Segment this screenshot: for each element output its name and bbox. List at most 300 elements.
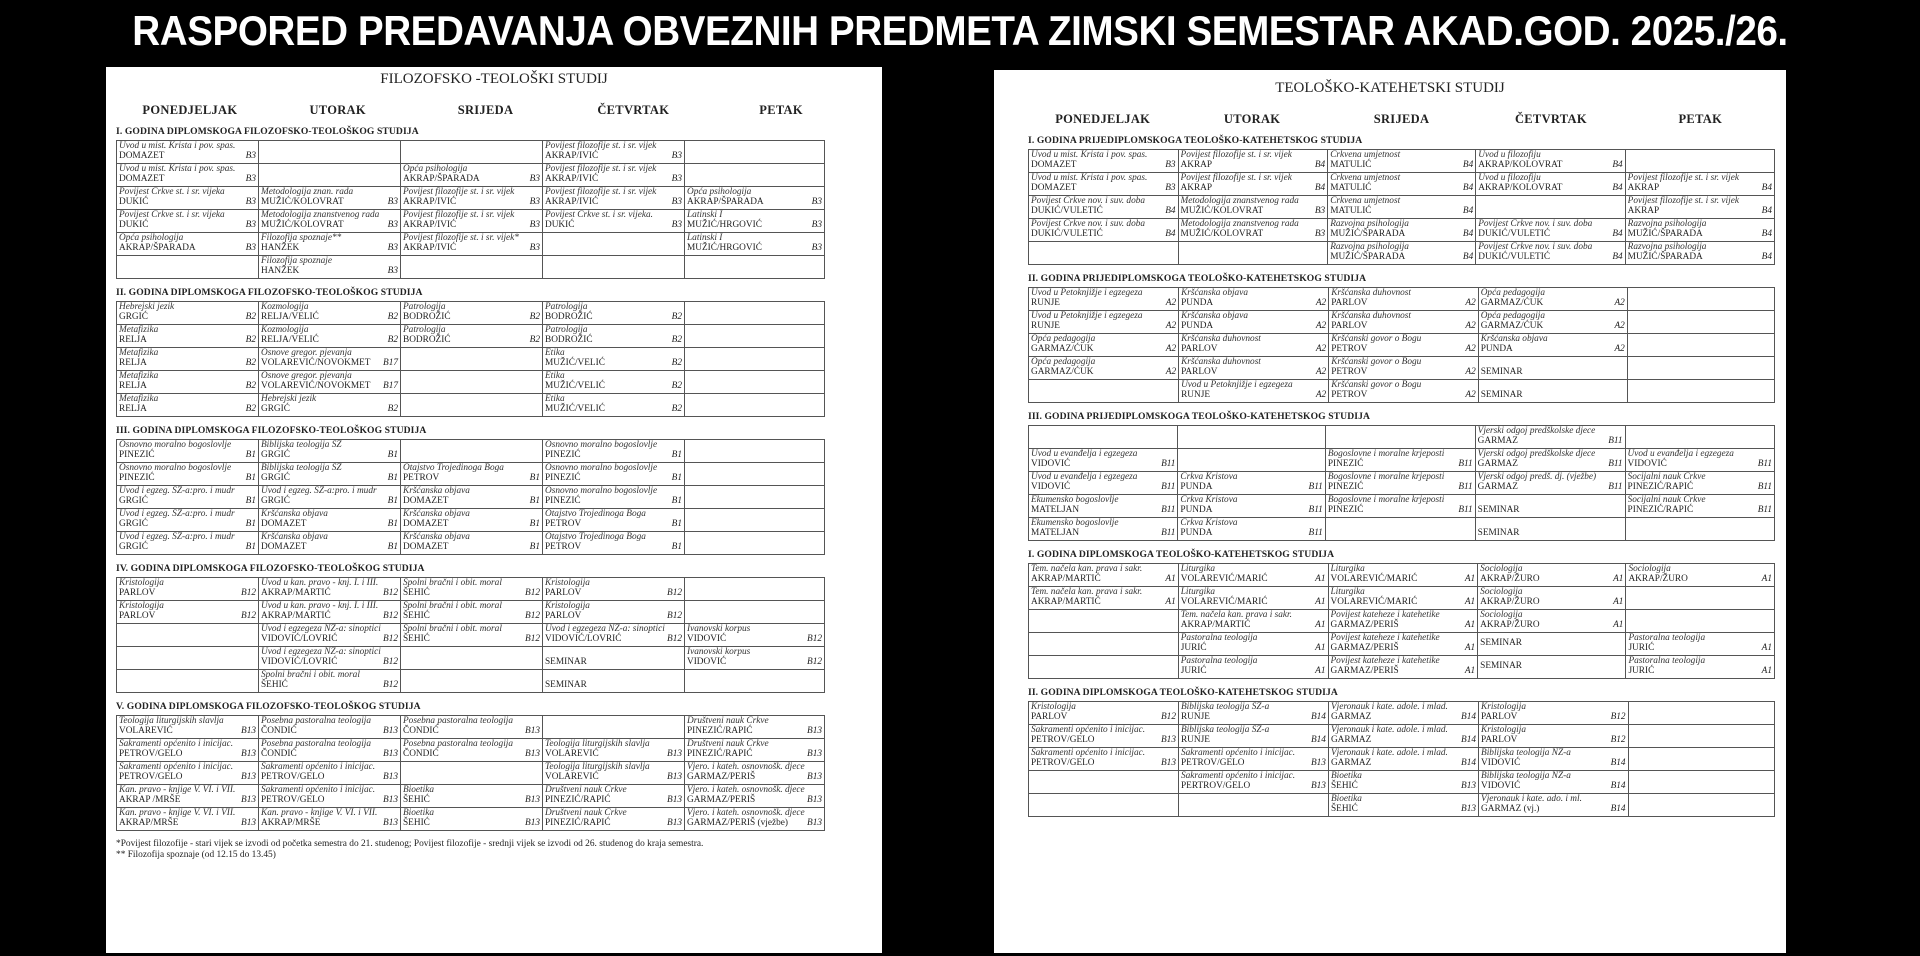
lecturer-name: AKRAP/ŠPARADA — [687, 197, 764, 207]
course-name: Uvod u mist. Krista i pov. spas. — [119, 141, 236, 151]
course-name: Crkvena umjetnost — [1330, 196, 1401, 206]
room-code: B3 — [1165, 183, 1176, 193]
course-name: Bioetika — [1330, 794, 1362, 804]
room-code: B3 — [245, 220, 256, 230]
room-code: B1 — [671, 496, 682, 506]
schedule-row — [1029, 656, 1775, 679]
lecturer-line — [261, 772, 398, 782]
lecturer-line — [1031, 597, 1176, 607]
schedule-cell — [543, 187, 685, 210]
panel-title: TEOLOŠKO-KATEHETSKI STUDIJ — [1275, 80, 1505, 96]
lecturer-line — [1331, 597, 1476, 607]
course-name: Crkva Kristova — [1180, 495, 1238, 505]
lecturer-name: GARMAZ/ĆUK — [1480, 298, 1544, 308]
room-code: B12 — [1610, 735, 1626, 745]
lecturer-name: MUŽIĆ/VELIĆ — [545, 358, 605, 368]
lecturer-line — [545, 312, 682, 322]
schedule-cell — [259, 808, 401, 831]
course-name: Uvod u evanđelja i egzegeza — [1031, 449, 1138, 459]
room-code: B12 — [383, 657, 398, 667]
schedule-cell — [685, 716, 825, 739]
lecturer-name: JURIĆ — [1628, 643, 1655, 653]
schedule-cell — [1475, 495, 1625, 518]
room-code: B3 — [671, 174, 682, 184]
lecturer-name: PINEZIĆ/RAPIĆ — [1627, 482, 1694, 492]
room-code: B11 — [1458, 459, 1473, 469]
schedule-cell — [543, 601, 685, 624]
lecturer-name: PETROV/GELO — [119, 772, 183, 782]
year-heading: I. GODINA PRIJEDIPLOMSKOGA TEOLOŠKO-KATEHETSKOG STUDIJA — [1028, 135, 1363, 146]
course-name: Bioetika — [403, 808, 434, 818]
lecturer-name: AKRAP — [1180, 160, 1213, 170]
lecturer-name: DOMAZET — [403, 519, 449, 529]
schedule-cell — [117, 348, 259, 371]
schedule-row — [1029, 771, 1775, 794]
schedule-row — [1029, 449, 1775, 472]
course-name: Pastoralna teologija — [1180, 633, 1258, 643]
lecturer-line — [545, 634, 682, 644]
room-code: B3 — [811, 197, 822, 207]
lecturer-line — [1481, 344, 1625, 354]
room-code: A2 — [1465, 390, 1476, 400]
room-code: B13 — [383, 772, 398, 782]
lecturer-name: DOMAZET — [119, 151, 165, 161]
lecturer-name: GRGIĆ — [119, 312, 148, 322]
schedule-cell — [1325, 449, 1475, 472]
schedule-cell — [401, 762, 543, 785]
room-code: A2 — [1614, 321, 1625, 331]
lecturer-name: DUKIĆ/VULETIĆ — [1031, 206, 1103, 216]
course-name: Vjeronauk i kate. adole. i mlad. — [1330, 725, 1448, 735]
lecturer-line — [1478, 252, 1622, 262]
schedule-cell — [259, 141, 401, 164]
lecturer-line — [1031, 367, 1176, 377]
schedule-cell — [401, 670, 543, 693]
room-code: B3 — [529, 174, 540, 184]
course-name: Osnovno moralno bogoslovlje — [545, 463, 658, 473]
course-name: Opća psihologija — [119, 233, 184, 243]
lecturer-name: MATULIĆ — [1330, 206, 1372, 216]
room-code: B12 — [807, 657, 822, 667]
course-name: Sakramenti općenito i inicijac. — [119, 762, 234, 772]
room-code: B3 — [245, 197, 256, 207]
course-name: Razvojna psihologija — [1627, 219, 1707, 229]
room-code: B4 — [1462, 252, 1474, 262]
schedule-cell — [1328, 725, 1478, 748]
lecturer-line — [1328, 505, 1473, 515]
schedule-row — [1029, 564, 1775, 587]
schedule-cell — [1625, 426, 1774, 449]
lecturer-line — [403, 726, 540, 736]
schedule-cell — [1325, 426, 1475, 449]
lecturer-name: MUŽIĆ/VELIĆ — [545, 404, 605, 414]
schedule-cell — [117, 670, 259, 693]
lecturer-line — [1181, 344, 1326, 354]
lecturer-name: GARMAZ — [1477, 482, 1518, 492]
lecturer-line — [545, 381, 682, 391]
schedule-cell — [1478, 633, 1626, 656]
lecturer-line — [1481, 781, 1626, 791]
room-code: B2 — [671, 381, 682, 391]
lecturer-line — [119, 381, 256, 391]
course-name: Kršćanski govor o Bogu — [1331, 357, 1422, 367]
course-name: Metafizika — [119, 325, 159, 335]
lecturer-line — [1628, 183, 1772, 193]
lecturer-name: GRGIĆ — [119, 519, 148, 529]
schedule-cell — [117, 785, 259, 808]
course-name: Osnovno moralno bogoslovlje — [545, 440, 658, 450]
lecturer-name: PINEZIĆ/RAPIĆ — [687, 726, 753, 736]
schedule-cell — [1476, 150, 1625, 173]
room-code: B13 — [807, 772, 822, 782]
course-name: Uvod i egzeg. SZ-a:pro. i mudr — [261, 486, 377, 496]
lecturer-line — [119, 358, 256, 368]
course-name: Ekumensko bogoslovlje — [1031, 495, 1119, 505]
lecturer-line — [261, 266, 398, 276]
schedule-cell — [117, 302, 259, 325]
course-name: Osnove gregor. pjevanja — [261, 348, 352, 358]
room-code: B1 — [387, 542, 398, 552]
room-code: B3 — [387, 266, 398, 276]
schedule-row — [1029, 495, 1775, 518]
lecturer-name: PARLOV — [119, 588, 156, 598]
room-code: B13 — [241, 726, 256, 736]
course-name: Posebna pastoralna teologija — [261, 739, 372, 749]
course-name: Metodologija znanstvenog rada — [1180, 196, 1299, 206]
course-name: Povijest Crkve nov. i suv. doba — [1478, 219, 1593, 229]
lecturer-line — [1181, 735, 1326, 745]
lecturer-name: VOLAREVIĆ/MARIĆ — [1180, 597, 1268, 607]
course-name: Latinski I — [687, 233, 723, 243]
room-code: B4 — [1462, 229, 1474, 239]
course-name: Patrologija — [545, 325, 588, 335]
schedule-cell — [1479, 794, 1629, 817]
schedule-row — [1029, 150, 1775, 173]
schedule-cell — [543, 394, 685, 417]
schedule-cell — [685, 739, 825, 762]
schedule-cell — [1329, 380, 1479, 403]
lecturer-line — [1181, 574, 1326, 584]
lecturer-line — [1031, 160, 1176, 170]
lecturer-line — [119, 151, 256, 161]
schedule-cell — [259, 578, 401, 601]
lecturer-name: ČONDIĆ — [403, 726, 439, 736]
lecturer-line — [261, 611, 398, 621]
schedule-cell — [259, 739, 401, 762]
lecturer-line — [1181, 666, 1326, 676]
room-code: B4 — [1761, 229, 1772, 239]
lecturer-line — [1481, 321, 1625, 331]
room-code: B13 — [807, 726, 822, 736]
course-name: Otajstvo Trojedinoga Boga — [545, 532, 646, 542]
schedule-cell — [543, 808, 685, 831]
year-heading: I. GODINA DIPLOMSKOGA TEOLOŠKO-KATEHETSKOG STUDIJA — [1028, 549, 1335, 560]
room-code: A2 — [1315, 298, 1327, 308]
lecturer-name: PINEZIĆ/RAPIĆ — [687, 749, 753, 759]
seminar-label: SEMINAR — [1480, 638, 1523, 648]
lecturer-line — [1478, 183, 1622, 193]
course-name: Bioetika — [1330, 771, 1362, 781]
room-code: B2 — [671, 312, 682, 322]
room-code: A1 — [1464, 620, 1476, 630]
schedule-cell — [1329, 311, 1479, 334]
lecturer-line — [261, 496, 398, 506]
lecturer-line — [1180, 528, 1322, 538]
lecturer-name: GRGIĆ — [261, 450, 290, 460]
schedule-cell — [1625, 449, 1774, 472]
schedule-cell — [1178, 794, 1328, 817]
schedule-cell — [1626, 587, 1775, 610]
course-name: Spolni bračni i obit. moral — [403, 624, 502, 634]
lecturer-name: MUŽIĆ/KOLOVRAT — [261, 197, 344, 207]
schedule-cell — [685, 256, 825, 279]
lecturer-name: DUKIĆ/VULETIĆ — [1478, 229, 1551, 239]
schedule-cell — [1029, 242, 1179, 265]
schedule-cell — [1627, 334, 1774, 357]
panel-teolosko-katehetski — [994, 70, 1786, 953]
lecturer-line — [1481, 758, 1626, 768]
schedule-cell — [1029, 426, 1178, 449]
schedule-cell — [117, 233, 259, 256]
schedule-cell — [543, 302, 685, 325]
schedule-cell — [543, 670, 685, 693]
course-name: Opća pedagogija — [1031, 334, 1096, 344]
schedule-cell — [1627, 288, 1774, 311]
schedule-table — [116, 140, 825, 279]
room-code: B4 — [1761, 252, 1772, 262]
lecturer-line — [1628, 229, 1772, 239]
lecturer-line — [545, 151, 682, 161]
schedule-cell — [1029, 196, 1179, 219]
weekday-label: PETAK — [759, 103, 803, 117]
room-code: B3 — [245, 151, 256, 161]
lecturer-line — [545, 473, 682, 483]
room-code: B1 — [245, 473, 256, 483]
schedule-cell — [117, 509, 259, 532]
lecturer-name: PETROV — [1331, 390, 1368, 400]
course-name: Kan. pravo - knjige V. VI. i VII. — [119, 785, 236, 795]
lecturer-line — [119, 611, 256, 621]
schedule-cell — [1625, 150, 1774, 173]
room-code: B2 — [245, 404, 256, 414]
room-code: B3 — [811, 243, 822, 253]
lecturer-name: ČONDIĆ — [261, 726, 297, 736]
lecturer-line — [1328, 482, 1473, 492]
lecturer-line — [1628, 505, 1772, 515]
schedule-cell — [685, 808, 825, 831]
schedule-cell — [401, 486, 543, 509]
lecturer-line — [261, 634, 398, 644]
lecturer-name: VIDOVIĆ/LOVRIĆ — [261, 634, 338, 644]
schedule-row — [117, 325, 825, 348]
lecturer-name: VIDOVIĆ — [1481, 758, 1521, 768]
lecturer-line — [1331, 344, 1476, 354]
schedule-row — [117, 739, 825, 762]
schedule-row — [117, 601, 825, 624]
course-name: Vjero. i kateh. osnovnošk. djece — [687, 785, 805, 795]
lecturer-name: DOMAZET — [119, 174, 165, 184]
lecturer-name: PETROV — [545, 542, 582, 552]
room-code: B1 — [387, 473, 398, 483]
schedule-cell — [1475, 426, 1625, 449]
schedule-cell — [1328, 610, 1478, 633]
room-code: B12 — [383, 634, 398, 644]
schedule-table — [116, 715, 825, 831]
course-name: Kan. pravo - knjige V. VI. i VII. — [119, 808, 236, 818]
lecturer-name: VOLAREVIĆ/MARIĆ — [1330, 574, 1418, 584]
room-code: B11 — [1308, 482, 1323, 492]
lecturer-line — [1331, 390, 1476, 400]
lecturer-line — [1181, 229, 1326, 239]
room-code: B1 — [671, 473, 682, 483]
schedule-cell — [1178, 242, 1328, 265]
schedule-row — [1029, 288, 1775, 311]
lecturer-name: BODROŽIĆ — [403, 312, 451, 322]
schedule-row — [117, 210, 825, 233]
schedule-cell — [543, 371, 685, 394]
course-name: Uvod u evanđelja i egzegeza — [1627, 449, 1734, 459]
room-code: B14 — [1610, 781, 1626, 791]
lecturer-line — [261, 657, 398, 667]
room-code: B11 — [1161, 505, 1176, 515]
lecturer-line — [1480, 574, 1623, 584]
lecturer-name: PINEZIĆ/RAPIĆ — [545, 795, 611, 805]
lecturer-name: ŠEHIĆ — [403, 588, 430, 598]
lecturer-line — [1031, 459, 1175, 469]
lecturer-line — [403, 496, 540, 506]
lecturer-line — [687, 243, 822, 253]
schedule-cell — [117, 256, 259, 279]
lecturer-name: PETROV/GELO — [1031, 758, 1095, 768]
schedule-cell — [1178, 196, 1328, 219]
lecturer-name: GARMAZ (vj.) — [1481, 804, 1540, 814]
room-code: B13 — [525, 818, 540, 828]
lecturer-line — [545, 197, 682, 207]
panel-title: FILOZOFSKO -TEOLOŠKI STUDIJ — [380, 71, 608, 87]
course-name: Povijest Crkve st. i sr. vijeka — [119, 187, 225, 197]
course-name: Sociologija — [1480, 610, 1523, 620]
room-code: B13 — [1310, 781, 1326, 791]
lecturer-name: ŠEHIĆ — [403, 611, 430, 621]
lecturer-line — [1480, 620, 1623, 630]
room-code: B13 — [241, 818, 256, 828]
room-code: B12 — [667, 611, 682, 621]
room-code: B12 — [1161, 712, 1176, 722]
schedule-cell — [117, 325, 259, 348]
schedule-cell — [1029, 702, 1179, 725]
lecturer-name: GARMAZ/ĆUK — [1031, 367, 1094, 377]
lecturer-name: PARLOV — [1331, 321, 1368, 331]
lecturer-name: VOLAREVIĆ — [545, 749, 599, 759]
room-code: B14 — [1461, 735, 1477, 745]
year-heading: I. GODINA DIPLOMSKOGA FILOZOFSKO-TEOLOŠKOG STUDIJA — [116, 126, 419, 137]
course-name: Metodologija znanstvenog rada — [261, 210, 380, 220]
lecturer-line — [1031, 183, 1176, 193]
room-code: B11 — [1458, 505, 1473, 515]
schedule-cell — [1029, 564, 1179, 587]
schedule-row — [1029, 242, 1775, 265]
lecturer-name: ŠEHIĆ — [1330, 804, 1358, 814]
lecturer-name: MUŽIĆ/ŠPARADA — [1627, 229, 1703, 239]
room-code: B3 — [671, 151, 682, 161]
schedule-cell — [401, 141, 543, 164]
lecturer-line — [261, 795, 398, 805]
seminar-label: SEMINAR — [1477, 528, 1520, 538]
lecturer-line — [545, 818, 682, 828]
course-name: Biblijska teologija SZ — [261, 463, 342, 473]
schedule-cell — [401, 463, 543, 486]
schedule-cell — [259, 463, 401, 486]
lecturer-name: PETROV/GELO — [1031, 735, 1095, 745]
lecturer-line — [687, 634, 822, 644]
schedule-row — [1029, 196, 1775, 219]
lecturer-name: VOLAREVIĆ — [119, 726, 173, 736]
course-name: Latinski I — [687, 210, 723, 220]
course-name: Vjero. i kateh. osnovnošk. djece — [687, 762, 805, 772]
weekday-label: SRIJEDA — [1373, 112, 1430, 126]
course-name: Spolni bračni i obit. moral — [403, 578, 502, 588]
course-name: Uvod u Petoknjižje i egzegeza — [1031, 311, 1143, 321]
course-name: Povijest filozofije st. i sr. vijek — [545, 164, 657, 174]
lecturer-name: GARMAZ — [1330, 712, 1372, 722]
lecturer-line — [1331, 574, 1476, 584]
room-code: B12 — [807, 634, 822, 644]
room-code: B12 — [383, 611, 398, 621]
schedule-row — [1029, 472, 1775, 495]
lecturer-line — [119, 473, 256, 483]
course-name: Uvod u mist. Krista i pov. spas. — [1031, 173, 1148, 183]
room-code: B3 — [671, 197, 682, 207]
course-name: Uvod u kan. pravo - knj. I. i III. — [261, 601, 379, 611]
lecturer-line — [545, 358, 682, 368]
room-code: B3 — [529, 197, 540, 207]
course-name: Biblijska teologija NZ-a — [1481, 771, 1571, 781]
schedule-cell — [1476, 219, 1625, 242]
room-code: B2 — [387, 312, 398, 322]
schedule-cell — [1628, 771, 1774, 794]
lecturer-name: DUKIĆ/VULETIĆ — [1478, 252, 1551, 262]
schedule-cell — [259, 164, 401, 187]
lecturer-line — [687, 726, 822, 736]
course-name: Biblijska teologija SZ-a — [1180, 725, 1270, 735]
room-code: B3 — [387, 220, 398, 230]
lecturer-line — [1181, 758, 1326, 768]
lecturer-line — [403, 335, 540, 345]
lecturer-line — [403, 243, 540, 253]
room-code: B3 — [245, 174, 256, 184]
lecturer-line — [1181, 206, 1326, 216]
course-name: Hebrejski jezik — [261, 394, 317, 404]
room-code: B11 — [1757, 459, 1772, 469]
lecturer-name: DUKIĆ — [119, 220, 149, 230]
seminar-label: SEMINAR — [545, 657, 587, 667]
schedule-cell — [1179, 380, 1329, 403]
course-name: Društveni nauk Crkve — [545, 785, 627, 795]
schedule-cell — [685, 463, 825, 486]
room-code: B3 — [1314, 229, 1326, 239]
schedule-cell — [685, 233, 825, 256]
lecturer-name: PETROV/GELO — [261, 795, 325, 805]
room-code: A2 — [1165, 367, 1177, 377]
schedule-table — [116, 577, 825, 693]
schedule-cell — [1029, 380, 1179, 403]
course-name: Društveni nauk Crkve — [687, 716, 769, 726]
lecturer-line — [545, 335, 682, 345]
schedule-cell — [1178, 656, 1328, 679]
lecturer-line — [1331, 712, 1476, 722]
schedule-cell — [117, 647, 259, 670]
lecturer-line — [119, 588, 256, 598]
